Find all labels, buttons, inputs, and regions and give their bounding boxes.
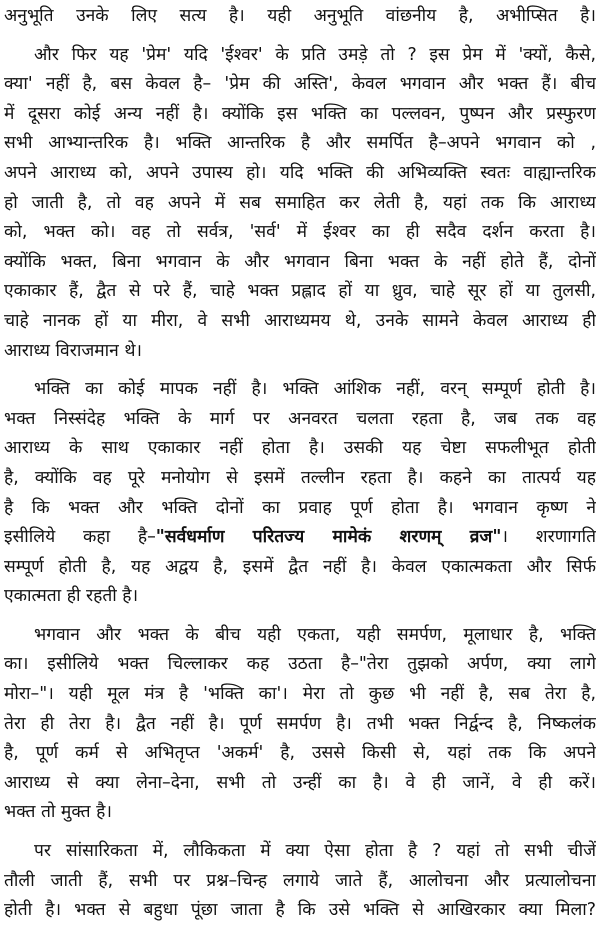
quote-lead-text: इसीलिये कहा है– <box>4 527 156 548</box>
text-line: है, पूर्ण कर्म से अभितृप्त 'अकर्म' है, उससे किसी से, यहां तक कि अपने <box>4 743 596 764</box>
text-line: भगवान और भक्त के बीच यही एकता, यही समर्पण, मूलाधार है, भक्ति <box>34 624 596 645</box>
text-line: और फिर यह 'प्रेम' यदि 'ईश्वर' के प्रति उमड़े तो ? इस प्रेम में 'क्यों, कैसे, <box>34 44 596 65</box>
text-line: आराध्य के साथ एकाकार नहीं होता है। उसकी यह चेष्टा सफलीभूत होती <box>4 438 596 459</box>
text-line: का। इसीलिये भक्त चिल्लाकर कह उठता है–"तेरा तुझको अर्पण, क्या लागे <box>4 654 596 675</box>
text-line: होती है। भक्त से बहुधा पूंछा जाता है कि उसे भक्ति से आखिरकार क्या मिला? <box>4 900 596 921</box>
quote-line <box>4 523 596 553</box>
text-line: भक्ति का कोई मापक नहीं है। भक्ति आंशिक नहीं, वरन् सम्पूर्ण होती है। <box>34 379 596 400</box>
text-line: एकाकार हैं, द्वैत से परे हैं, चाहे भक्त प्रह्लाद हों या ध्रुव, चाहे सूर हों या तुलसी, <box>4 281 596 302</box>
paragraph-3 <box>4 375 596 612</box>
text-line: पर सांसारिकता में, लौकिकता में क्या ऐसा होता है ? यहां तो सभी चीजें <box>34 841 596 862</box>
paragraph-5 <box>4 837 596 926</box>
text-line: तेरा ही तेरा है। द्वैत नहीं है। पूर्ण समर्पण है। तभी भक्त निर्द्वन्द है, निष्कलंक <box>4 713 596 734</box>
text-line: अनुभूति उनके लिए सत्य है। यही अनुभूति वांछनीय है, अभीप्सित है। <box>4 6 596 26</box>
text-line: क्योंकि भक्त, बिना भगवान के और भगवान बिना भक्त के नहीं होते हैं, दोनों <box>4 251 596 272</box>
quote-trail-text: । शरणागति <box>501 527 596 548</box>
text-line: को, भक्त को। वह तो सर्वत्र, 'सर्व' में ईश्वर का ही सदैव दर्शन करता है। <box>4 222 596 243</box>
text-line: सम्पूर्ण होती है, यह अद्वय है, इसमें द्वैत नहीं है। केवल एकात्मकता और सिर्फ <box>4 556 596 577</box>
text-line: चाहे नानक हों या मीरा, वे सभी आराध्यमय थे, उनके सामने केवल आराध्य ही <box>4 310 596 331</box>
paragraph-4 <box>4 621 596 828</box>
paragraph-2 <box>4 41 596 367</box>
text-line: भक्त तो मुक्त है। <box>4 802 112 823</box>
text-line: है कि भक्त और भक्ति दोनों का प्रवाह पूर्ण होता है। भगवान कृष्ण ने <box>4 497 596 518</box>
text-line: मोरा–"। यही मूल मंत्र है 'भक्ति का'। मेरा तो कुछ भी नहीं है, सब तेरा है, <box>4 684 596 705</box>
text-line: में दूसरा कोई अन्य नहीं है। क्योंकि इस भक्ति का पल्लवन, पुष्पन और प्रस्फुरण <box>4 103 596 124</box>
gita-quote: "सर्वधर्माण परितज्य मामेकं शरणम् व्रज" <box>155 527 502 548</box>
text-line: आराध्य विराजमान थे। <box>4 340 143 361</box>
text-line: हो जाती है, तो वह अपने में सब समाहित कर लेती है, यहां तक कि आराध्य <box>4 192 596 213</box>
text-line: अपने आराध्य को, अपने उपास्य हो। यदि भक्ति की अभिव्यक्ति स्वतः वाह्यान्तरिक <box>4 162 596 183</box>
paragraph-1 <box>4 2 596 32</box>
text-line: सभी आभ्यान्तरिक है। भक्ति आन्तरिक है और समर्पित है–अपने भगवान को , <box>4 133 596 154</box>
text-line: एकात्मता ही रहती है। <box>4 586 139 607</box>
text-line: क्या' नहीं है, बस केवल है– 'प्रेम की अस्ति', केवल भगवान और भक्त हैं। बीच <box>4 74 596 95</box>
text-line: आराध्य से क्या लेना–देना, सभी तो उन्हीं का है। वे ही जानें, वे ही करें। <box>4 772 596 793</box>
text-line: भक्त निस्संदेह भक्ति के मार्ग पर अनवरत चलता रहता है, जब तक वह <box>4 408 596 429</box>
text-line: तौली जाती हैं, सभी पर प्रश्न–चिन्ह लगाये जाते हैं, आलोचना और प्रत्यालोचना <box>4 870 596 891</box>
text-line: है, क्योंकि वह पूरे मनोयोग से इसमें तल्लीन रहता है। कहने का तात्पर्य यह <box>4 467 596 488</box>
